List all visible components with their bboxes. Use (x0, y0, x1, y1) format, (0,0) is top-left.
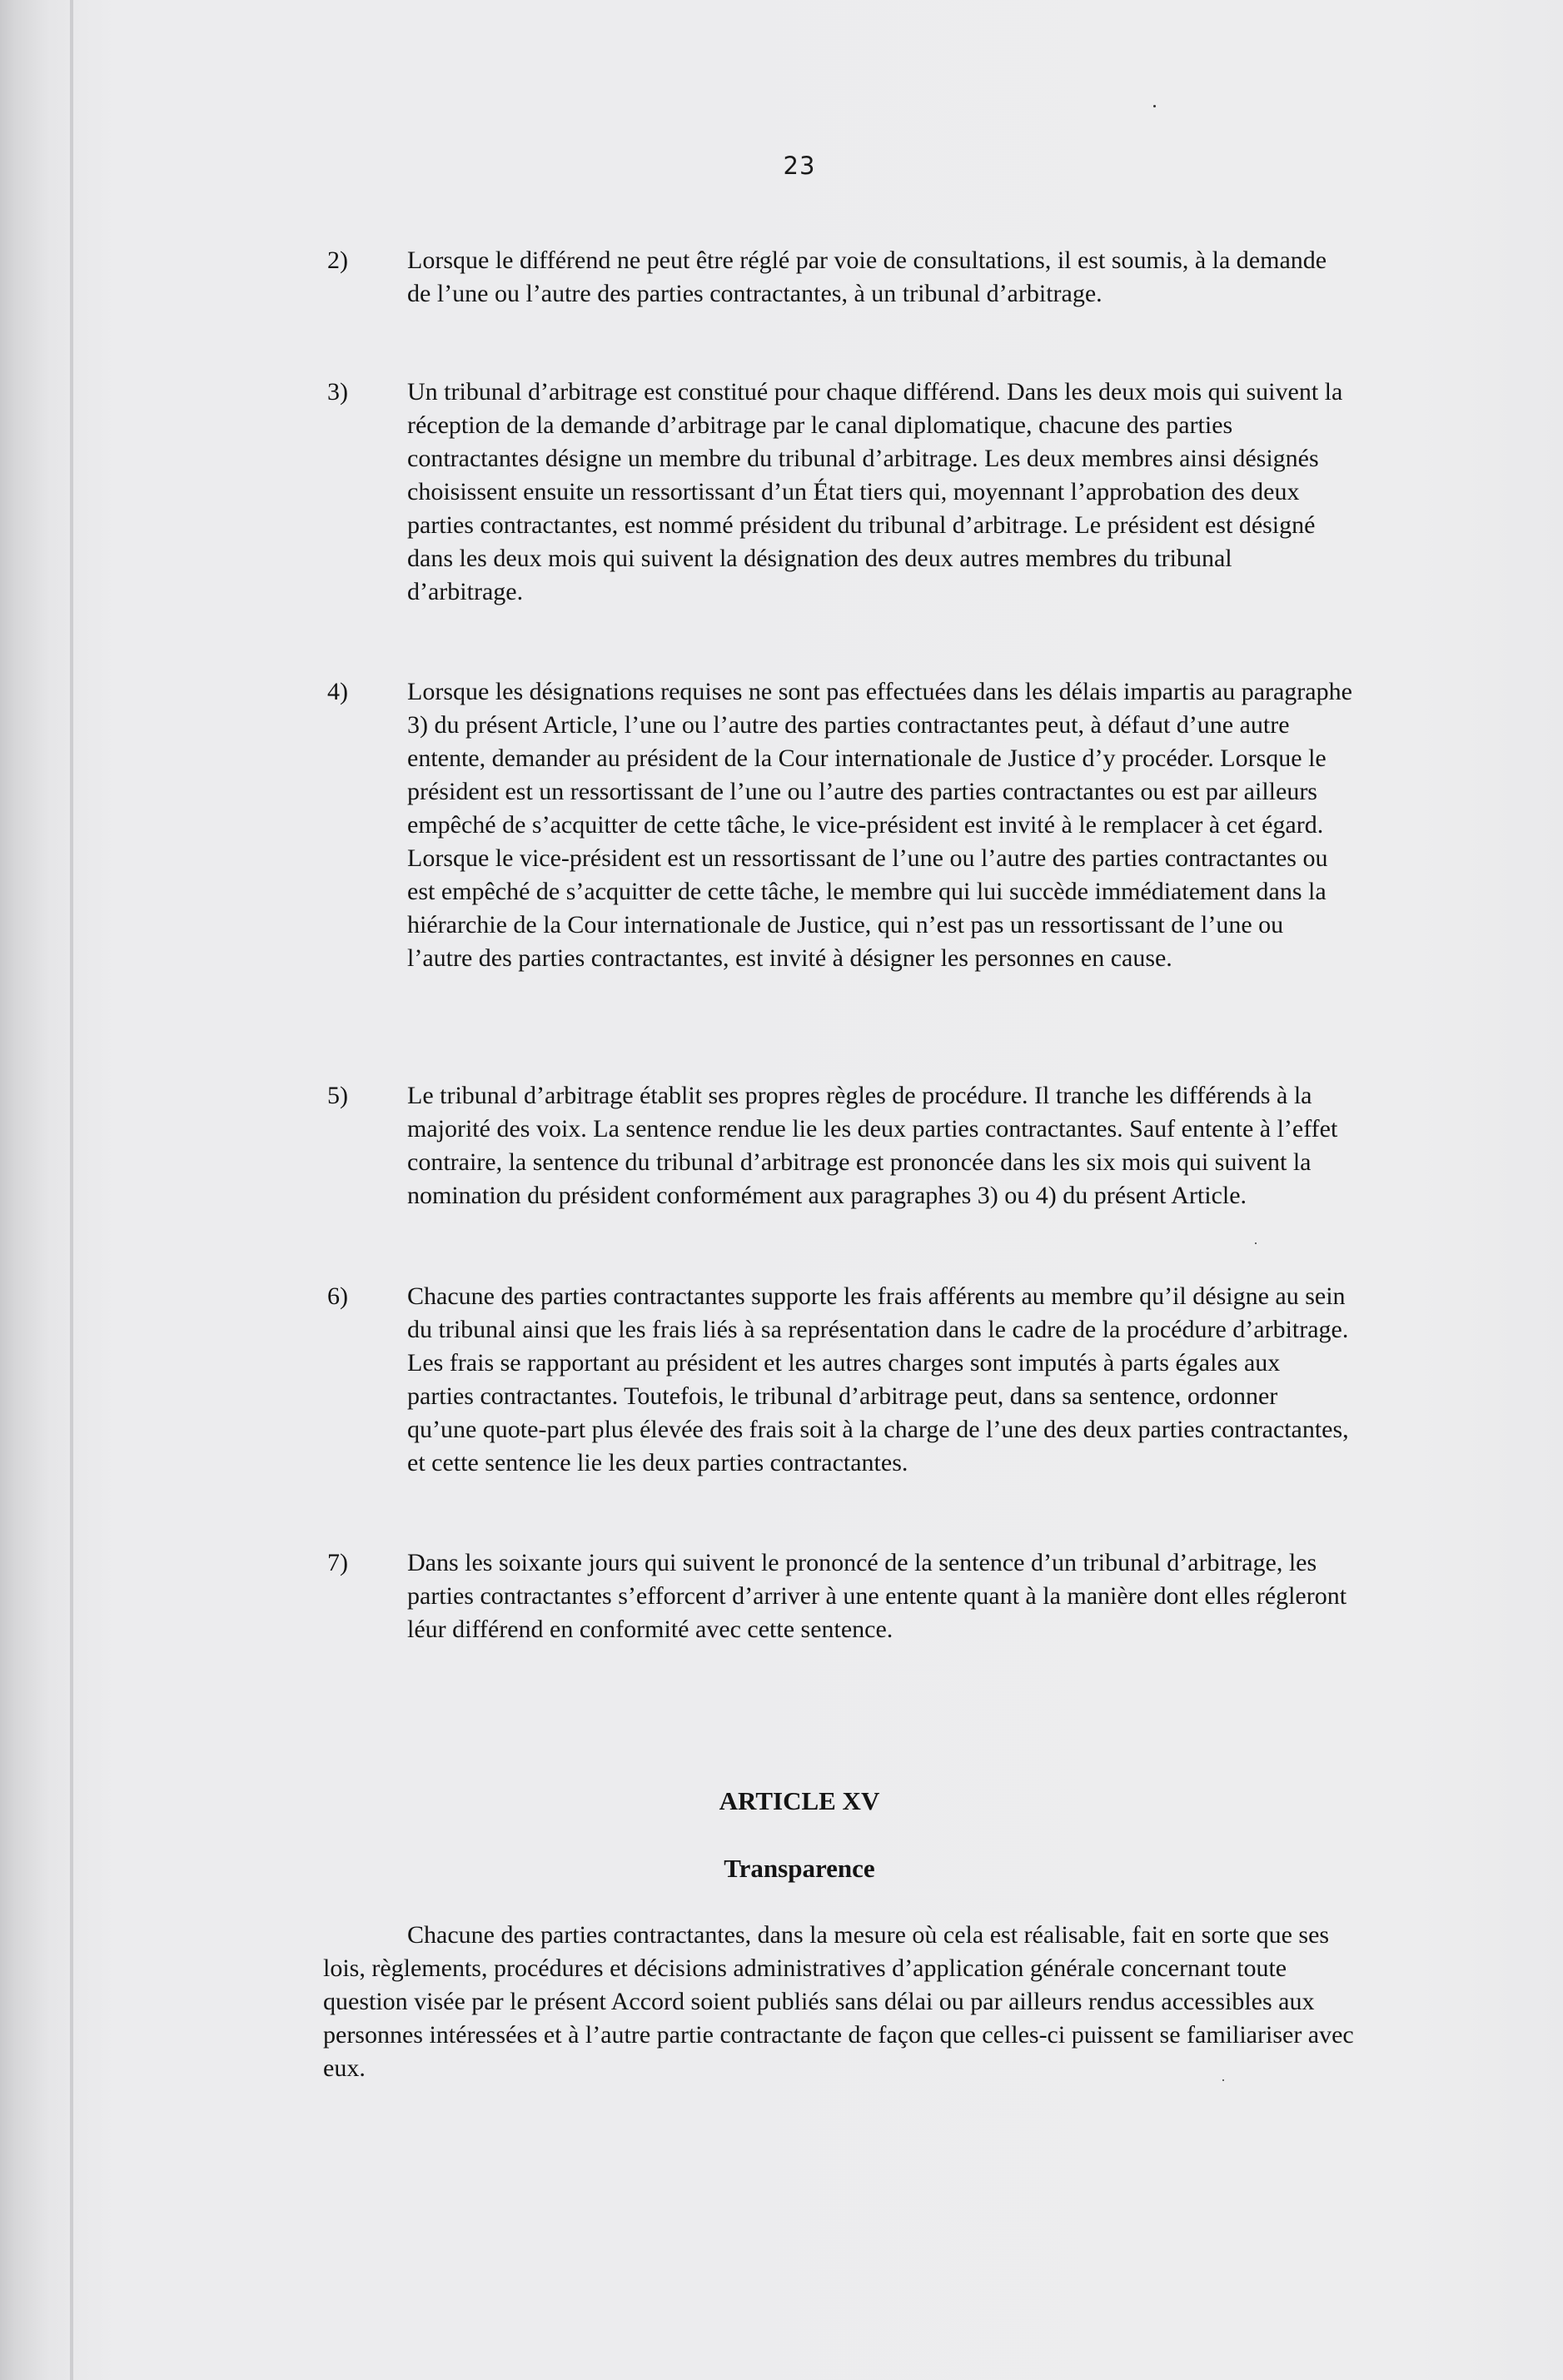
article-subheading: Transparence (724, 1854, 875, 1883)
article-heading: ARTICLE XV (719, 1786, 880, 1815)
binding-shadow (70, 0, 73, 2380)
page-number: 23 (783, 152, 816, 180)
paper-speck (1153, 105, 1156, 107)
clause-text: Le tribunal d’arbitrage établit ses propres règles de procédure. Il tranche les différends à la majorité des voix. La sentence rendue lie les deux parties contractantes. Sauf entente à l’effet contraire, la sentence du tribunal d’arbitrage est prononcée dans les six mois qui suivent la nomination du président conformément aux paragraphes 3) ou 4) du présent Article. (407, 1082, 1338, 1209)
clause-number: 2) (327, 246, 348, 274)
clause-number: 4) (327, 678, 348, 705)
article-body: Chacune des parties contractantes, dans la mesure où cela est réalisable, fait en sorte que ses lois, règlements, procédures et décisions administratives d’application générale concernant toute question visée par le présent Accord soient publiés sans délai ou par ailleurs rendus accessibles aux personnes intéressées et à l’autre partie contractante de façon que celles-ci puissent se familiariser avec eux. (323, 1921, 1354, 2082)
clause-number: 5) (327, 1082, 348, 1109)
clause-text: Un tribunal d’arbitrage est constitué pour chaque différend. Dans les deux mois qui suivent la réception de la demande d’arbitrage par le canal diplomatique, chacune des parties contractantes désigne un membre du tribunal d’arbitrage. Les deux membres ainsi désignés choisissent ensuite un ressortissant d’un État tiers qui, moyennant l’approbation des deux parties contractantes, est nommé président du tribunal d’arbitrage. Le président est désigné dans les deux mois qui suivent la désignation des deux autres membres du tribunal d’arbitrage. (407, 378, 1343, 605)
clause-number: 3) (327, 378, 348, 406)
paper-speck (1222, 2079, 1224, 2081)
clause-text: Dans les soixante jours qui suivent le prononcé de la sentence d’un tribunal d’arbitrage, les parties contractantes s’efforcent d’arriver à une entente quant à la manière dont elles régleront léur différend en conformité avec cette sentence. (407, 1549, 1347, 1643)
clause-text: Lorsque le différend ne peut être réglé par voie de consultations, il est soumis, à la demande de l’une ou l’autre des parties contractantes, à un tribunal d’arbitrage. (407, 246, 1327, 307)
clause-text: Chacune des parties contractantes supporte les frais afférents au membre qu’il désigne au sein du tribunal ainsi que les frais liés à sa représentation dans le cadre de la procédure d’arbitrage. Les frais se rapportant au président et les autres charges sont imputés à parts égales aux parties contractantes. Toutefois, le tribunal d’arbitrage peut, dans sa sentence, ordonner qu’une quote-part plus élevée des frais soit à la charge de l’une des deux parties contractantes, et cette sentence lie les deux parties contractantes. (407, 1282, 1349, 1476)
paper-speck (1255, 1242, 1257, 1244)
clause-text: Lorsque les désignations requises ne sont pas effectuées dans les délais impartis au paragraphe 3) du présent Article, l’une ou l’autre des parties contractantes peut, à défaut d’une autre entente, demander au président de la Cour internationale de Justice d’y procéder. Lorsque le président est un ressortissant de l’une ou l’autre des parties contractantes ou est par ailleurs empêché de s’acquitter de cette tâche, le vice-président est invité à le remplacer à cet égard. Lorsque le vice-président est un ressortissant de l’une ou l’autre des parties contractantes ou est empêché de s’acquitter de cette tâche, le membre qui lui succède immédiatement dans la hiérarchie de la Cour internationale de Justice, qui n’est pas un ressortissant de l’une ou l’autre des parties contractantes, est invité à désigner les personnes en cause. (407, 678, 1352, 972)
clause-number: 6) (327, 1282, 348, 1310)
clause-number: 7) (327, 1549, 348, 1576)
